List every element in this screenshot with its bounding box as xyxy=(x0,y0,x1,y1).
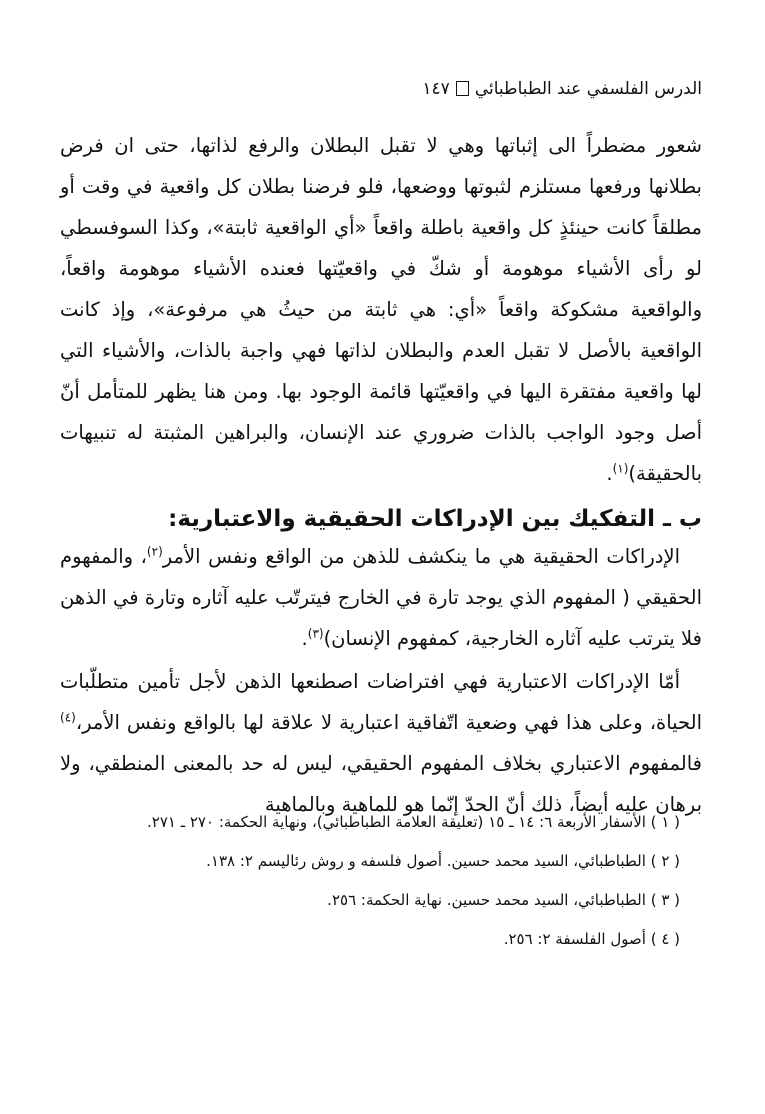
footnote-3: ( ٣ ) الطباطبائي، السيد محمد حسين. نهاية الحكمة: ٢٥٦. xyxy=(327,891,680,909)
footnote-ref-3[interactable]: (٣) xyxy=(307,626,324,641)
footnote-ref-2[interactable]: (٢) xyxy=(146,544,163,559)
paragraph-1-text: شعور مضطراً الى إثباتها وهي لا تقبل البطلان والرفع لذاتها، حتى ان فرض بطلانها ورفعها مستلزم لثبوتها ووضعها، فلو فرضنا بطلان كل واقعية في وقت أو مطلقاً كانت حينئذٍ كل واقعية باطلة واقعاً «أي الواقعية ثابتة»، وكذا السوفسطي لو رأى الأشياء موهومة أو شكّ في واقعيّتها فعنده الأشياء موهومة واقعاً، والواقعية مشكوكة واقعاً «أي: هي ثابتة من حيثُ هي مرفوعة»، وإذ كانت الواقعية بالأصل لا تقبل العدم والبطلان لذاتها فهي واجبة بالذات، والأشياء التي لها واقعية مفتقرة اليها في واقعيّتها قائمة الوجود بها. ومن هنا يظهر للمتأمل أنّ أصل وجود الواجب بالذات ضروري عند الإنسان، والبراهين المثبتة له تنبيهات بالحقيقة) xyxy=(60,134,702,485)
footnote-2: ( ٢ ) الطباطبائي، السيد محمد حسين. أصول فلسفه و روش رئاليسم ٢: ١٣٨. xyxy=(206,852,680,870)
paragraph-2-end: . xyxy=(301,627,308,650)
paragraph-2-text-b: ، والمفهوم الحقيقي ( المفهوم الذي يوجد تارة في الخارج فيترتّب عليه آثاره وتارة في الذهن فلا يترتب عليه آثاره الخارجية، كمفهوم الإنسان) xyxy=(60,545,702,650)
footnote-1: ( ١ ) الأسفار الأربعة ٦: ١٤ ـ ١٥ (تعليقة العلامة الطباطبائي)، ونهاية الحكمة: ٢٧٠ ـ ٢٧١. xyxy=(146,813,680,831)
paragraph-1-end: . xyxy=(606,462,613,485)
footnotes xyxy=(60,812,680,968)
paragraph-2 xyxy=(60,536,702,659)
paragraph-3-text-b: فالمفهوم الاعتباري بخلاف المفهوم الحقيقي، ليس له حد بالمعنى المنطقي، ولا برهان عليه أيضاً، ذلك أنّ الحدّ إنّما هو للماهية وبالماهية xyxy=(60,752,702,816)
section-heading: ب ـ التفكيك بين الإدراكات الحقيقية والاعتبارية: xyxy=(168,506,702,532)
running-header xyxy=(60,76,702,102)
footnote-4: ( ٤ ) أصول الفلسفة ٢: ٢٥٦. xyxy=(503,930,680,948)
footnote-ref-4[interactable]: (٤) xyxy=(60,710,76,725)
paragraph-2-text-a: الإدراكات الحقيقية هي ما ينكشف للذهن من الواقع ونفس الأمر xyxy=(162,545,680,568)
header-title: الدرس الفلسفي عند الطباطبائي xyxy=(474,79,702,99)
paragraph-3 xyxy=(60,661,702,825)
footnote-ref-1[interactable]: (١) xyxy=(612,461,629,476)
header-box-ornament xyxy=(456,81,469,96)
page-number: ١٤٧ xyxy=(422,79,450,99)
paragraph-3-text-a: أمّا الإدراكات الاعتبارية فهي افتراضات اصطنعها الذهن لأجل تأمين متطلّبات الحياة، وعلى هذا فهي وضعية اتّفاقية اعتبارية لا علاقة لها بالواقع ونفس الأمر، xyxy=(60,670,702,734)
paragraph-1 xyxy=(60,125,702,494)
